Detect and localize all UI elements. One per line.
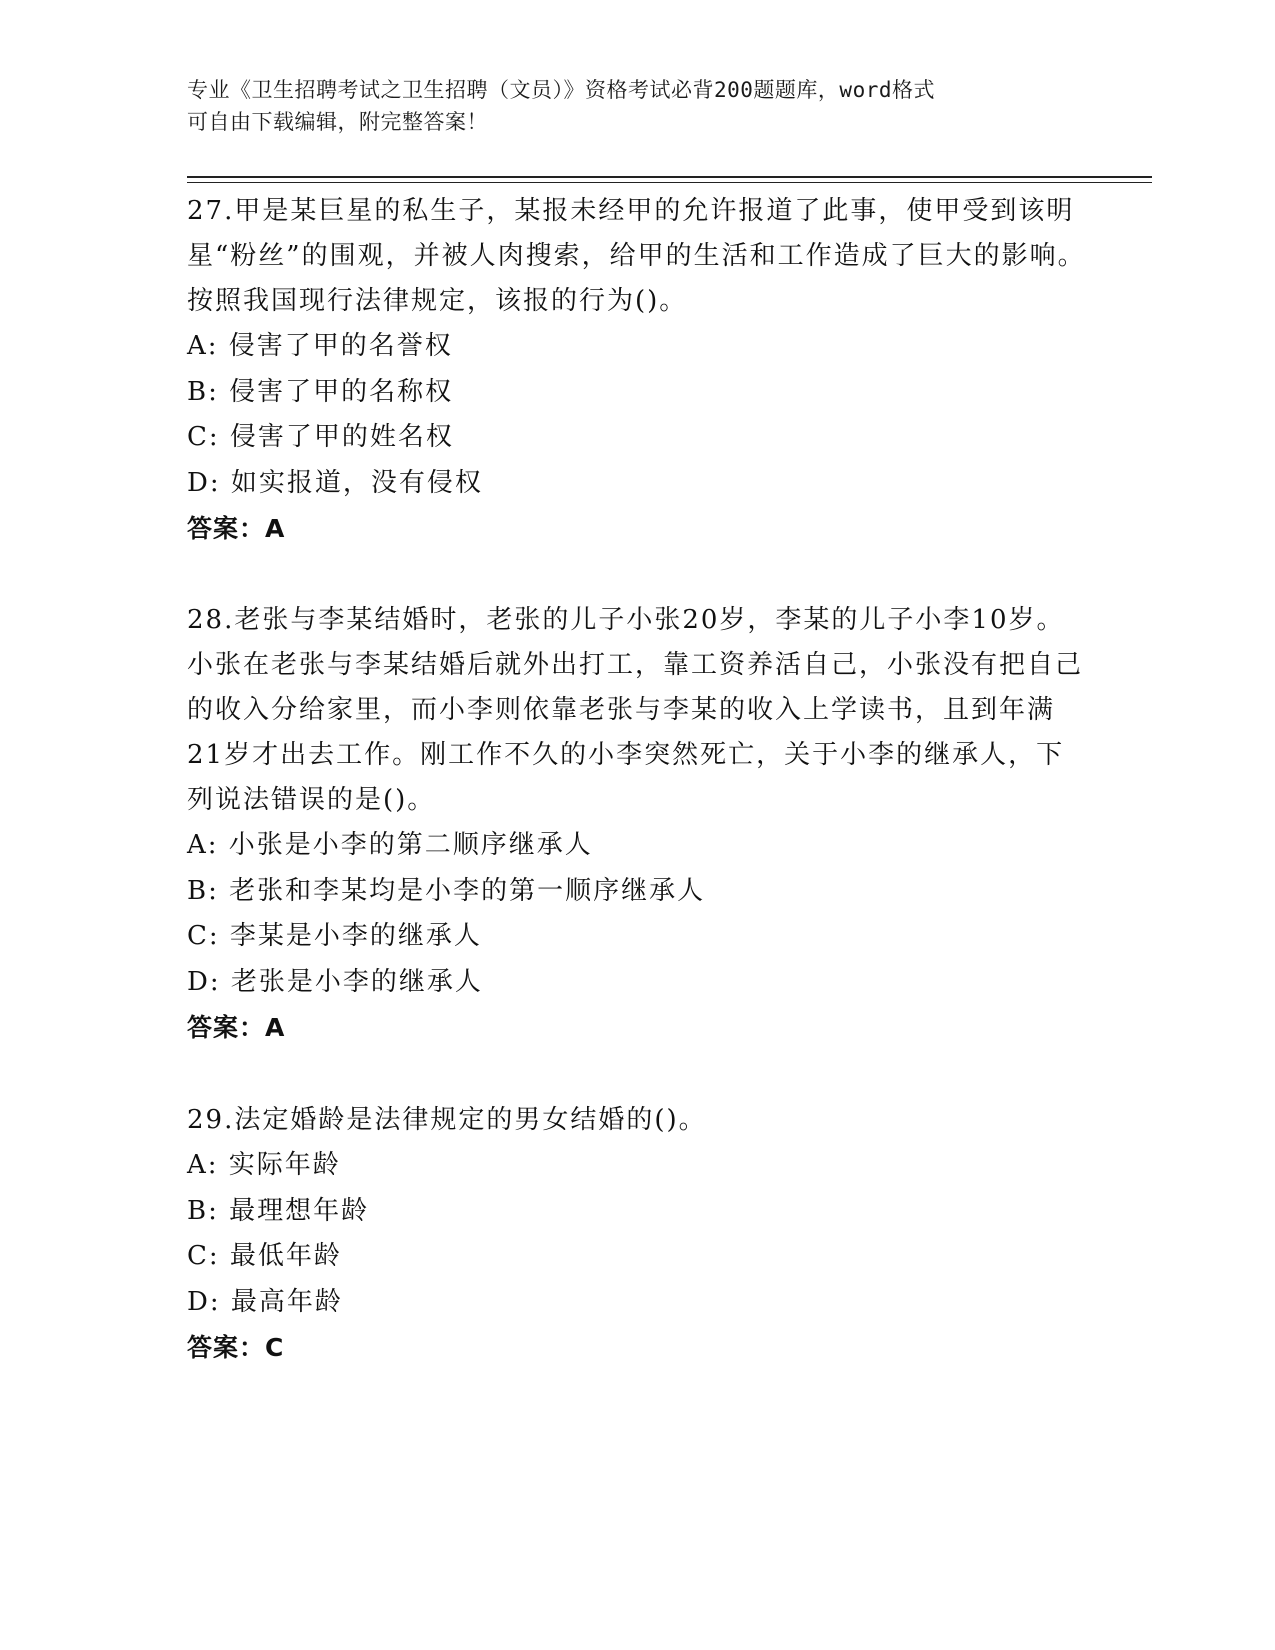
- option-a: A: 实际年龄: [187, 1150, 341, 1180]
- option-c: C: 最低年龄: [187, 1241, 342, 1271]
- answer: 答案：C: [187, 1333, 285, 1362]
- question-28: [187, 598, 1087, 1051]
- question-27: [187, 189, 1087, 552]
- option-a: A: 侵害了甲的名誉权: [187, 331, 453, 361]
- question-stem: 28.老张与李某结婚时，老张的儿子小张20岁，李某的儿子小李10岁。小张在老张与李某结婚后就外出打工，靠工资养活自己，小张没有把自己的收入分给家里，而小李则依靠老张与李某的收入上学读书，且到年满21岁才出去工作。刚工作不久的小李突然死亡，关于小李的继承人，下列说法错误的是()。: [187, 605, 1084, 815]
- document-header: [187, 74, 1067, 138]
- option-c: C: 李某是小李的继承人: [187, 921, 482, 951]
- header-divider: [187, 176, 1152, 183]
- option-b: B: 老张和李某均是小李的第一顺序继承人: [187, 875, 706, 906]
- answer: 答案：A: [187, 514, 286, 543]
- question-29: [187, 1098, 1087, 1371]
- option-d: D: 如实报道，没有侵权: [187, 467, 483, 498]
- answer: 答案：A: [187, 1013, 286, 1042]
- option-a: A: 小张是小李的第二顺序继承人: [187, 830, 593, 860]
- option-d: D: 老张是小李的继承人: [187, 966, 483, 997]
- question-stem: 29.法定婚龄是法律规定的男女结婚的()。: [187, 1105, 707, 1135]
- header-title-line-1: 专业《卫生招聘考试之卫生招聘（文员）》资格考试必背200题题库，word格式: [187, 78, 935, 102]
- option-b: B: 最理想年龄: [187, 1195, 370, 1226]
- option-b: B: 侵害了甲的名称权: [187, 376, 454, 407]
- question-stem: 27.甲是某巨星的私生子，某报未经甲的允许报道了此事，使甲受到该明星“粉丝”的围观，并被人肉搜索，给甲的生活和工作造成了巨大的影响。按照我国现行法律规定，该报的行为()。: [187, 196, 1086, 316]
- header-title-line-2: 可自由下载编辑，附完整答案！: [187, 110, 488, 134]
- option-c: C: 侵害了甲的姓名权: [187, 422, 454, 452]
- option-d: D: 最高年龄: [187, 1286, 343, 1317]
